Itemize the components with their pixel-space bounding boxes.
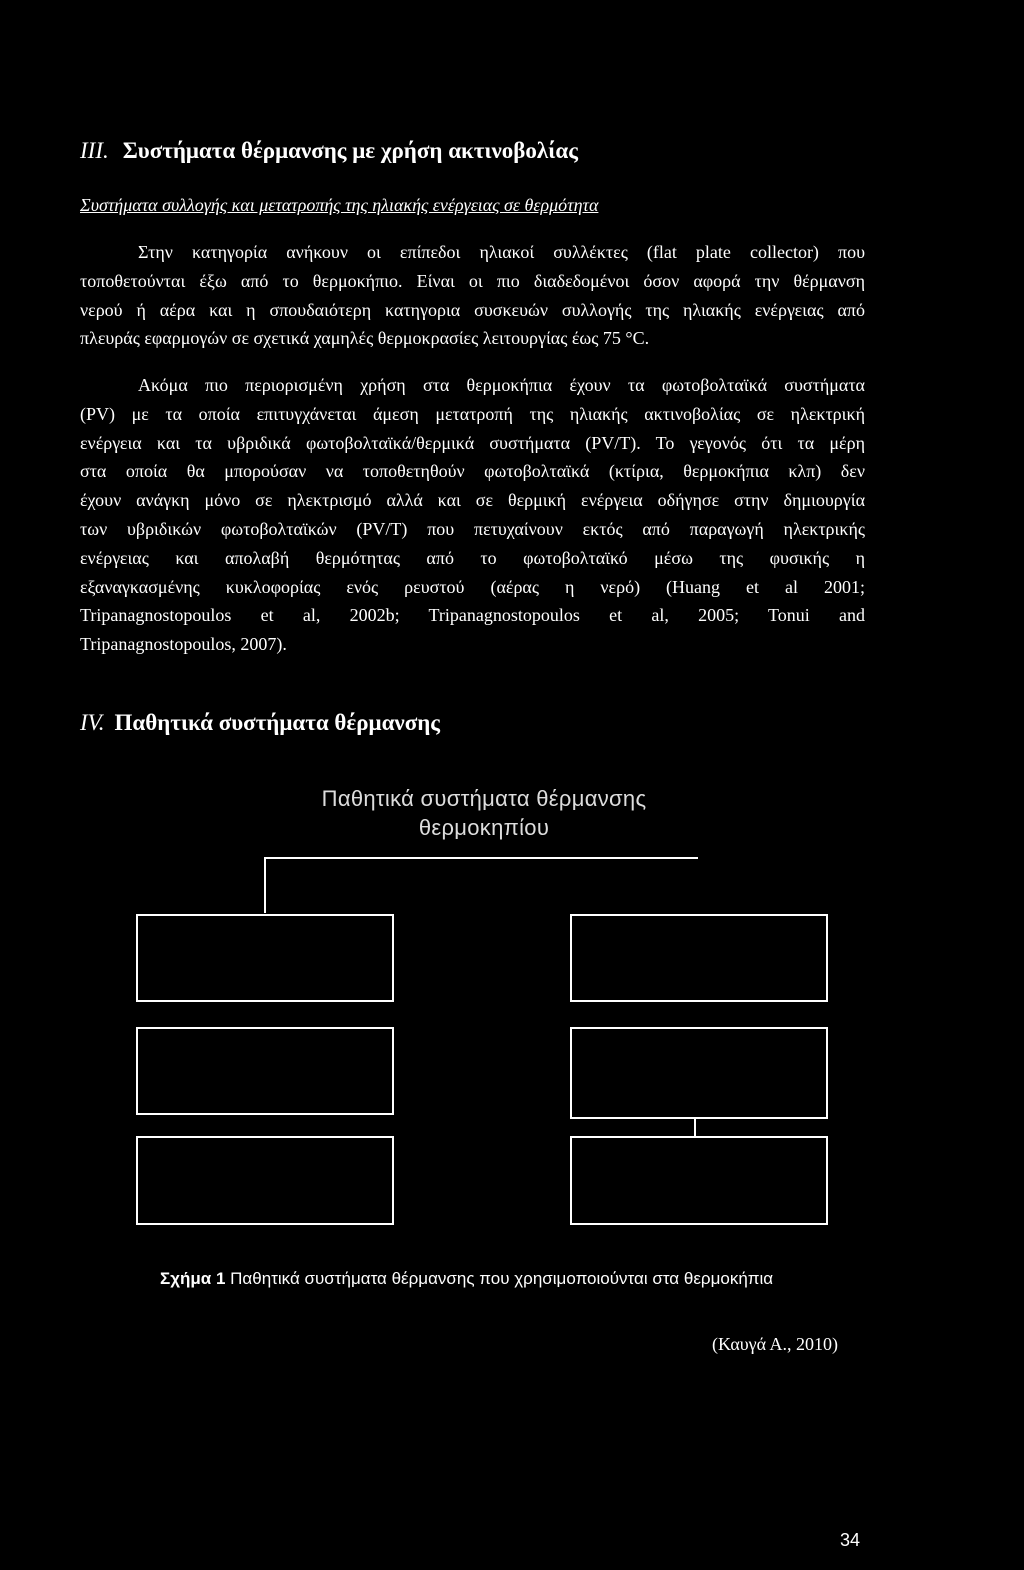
text-line: έχουν ανάγκη μόνο σε ηλεκτρισμό αλλά και σε θερμική ενέργεια οδήγησε στην δημιουργία	[80, 490, 865, 511]
connector-line	[694, 1117, 696, 1137]
figure-label: Σχήμα 1	[160, 1269, 226, 1288]
subsection-heading: Συστήματα συλλογής και μετατροπής της ηλιακής ενέργειας σε θερμότητα	[80, 195, 599, 215]
figure-citation: (Καυγά Α., 2010)	[712, 1334, 839, 1354]
section-number: IV.	[80, 710, 105, 735]
text-line: εξαναγκασμένης κυκλοφορίας ενός ρευστού (αέρας η νερό) (Huang et al 2001;	[80, 576, 865, 597]
paragraph-1	[80, 238, 865, 353]
diagram-title	[264, 784, 704, 842]
diagram-title-line: Παθητικά συστήματα θέρμανσης	[321, 786, 647, 811]
section-heading-3	[80, 138, 578, 164]
text-line: Ακόμα πιο περιορισμένη χρήση στα θερμοκήπια έχουν τα φωτοβολταϊκά συστήματα	[138, 375, 865, 395]
text-line: (PV) με τα οποία επιτυγχάνεται άμεση μετατροπή της ηλιακής ακτινοβολίας σε ηλεκτρική	[80, 403, 865, 424]
diagram-box-right-1	[570, 914, 828, 1002]
text-line: νερού ή αέρα και η σπουδαιότερη κατηγορια συσκευών συλλογής της ηλιακής ενέργειας από	[80, 299, 865, 320]
figure-caption-text: Παθητικά συστήματα θέρμανσης που χρησιμοποιούνται στα θερμοκήπια	[230, 1269, 774, 1288]
section-number: III.	[80, 138, 109, 163]
section-heading-4	[80, 710, 440, 736]
connector-line	[264, 857, 266, 913]
page-number: 34	[840, 1530, 861, 1550]
diagram-box-left-2	[136, 1027, 394, 1115]
text-line: στα οποία θα μπορούσαν να τοποθετηθούν φωτοβολταϊκά (κτίρια, θερμοκήπια κλπ) δεν	[80, 461, 865, 482]
text-line: των υβριδικών φωτοβολταϊκών (PV/T) που πετυχαίνουν εκτός από παραγωγή ηλεκτρικής	[80, 518, 865, 539]
text-line: Tripanagnostopoulos, 2007).	[80, 634, 287, 655]
diagram-box-left-3	[136, 1136, 394, 1225]
section-title: Συστήματα θέρμανσης με χρήση ακτινοβολίας	[122, 138, 578, 163]
diagram-box-right-2	[570, 1027, 828, 1119]
diagram-title-line: θερμοκηπίου	[418, 815, 550, 840]
text-line: Στην κατηγορία ανήκουν οι επίπεδοι ηλιακοί συλλέκτες (flat plate collector) που	[138, 242, 865, 262]
text-line: ενέργειας και απολαβή θερμότητας από το φωτοβολταϊκό μέσω της φυσικής η	[80, 547, 865, 568]
text-line: ενέργεια και τα υβριδικά φωτοβολταϊκά/θερμικά συστήματα (PV/T). Το γεγονός ότι τα μέρη	[80, 432, 865, 453]
paragraph-2	[80, 371, 865, 659]
diagram-box-right-3	[570, 1136, 828, 1225]
diagram-box-left-1	[136, 914, 394, 1002]
connector-line	[264, 857, 698, 859]
figure-caption	[160, 1269, 773, 1289]
text-line: τοποθετούνται έξω από το θερμοκήπιο. Είναι οι πιο διαδεδομένοι όσον αφορά την θέρμανση	[80, 270, 865, 291]
text-line: Tripanagnostopoulos et al, 2002b; Tripanagnostopoulos et al, 2005; Tonui and	[80, 605, 865, 626]
text-line: πλευράς εφαρμογών σε σχετικά χαμηλές θερμοκρασίες λειτουργίας έως 75 °C.	[80, 328, 650, 349]
section-title: Παθητικά συστήματα θέρμανσης	[114, 710, 440, 735]
